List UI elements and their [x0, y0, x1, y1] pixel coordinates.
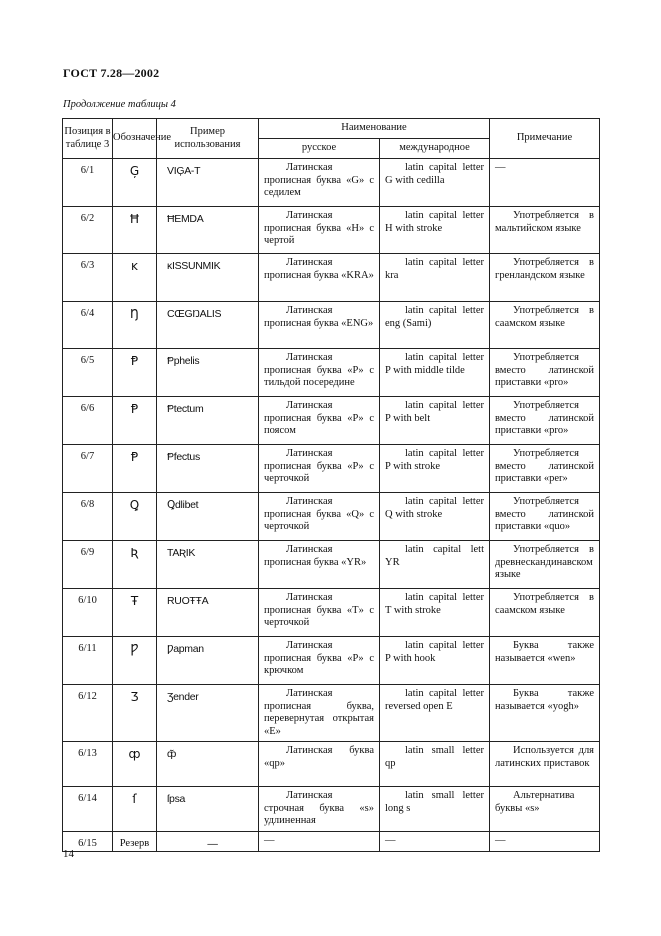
row-example: TAƦIK: [157, 541, 259, 589]
row-name-intl: latin capital letter kra: [380, 254, 490, 302]
table-row: [63, 302, 600, 349]
row-symbol: Ʒ: [113, 685, 157, 742]
row-position: 6/1: [63, 159, 113, 207]
row-position: 6/8: [63, 493, 113, 541]
row-note: Буква также называется «yogh»: [490, 685, 600, 742]
page-number: 14: [63, 848, 74, 860]
row-position: 6/14: [63, 787, 113, 832]
row-note: —: [490, 832, 600, 852]
row-symbol: Ŋ: [113, 302, 157, 349]
table-row: [63, 637, 600, 685]
table-row: [63, 349, 600, 397]
row-position: 6/12: [63, 685, 113, 742]
row-position: 6/4: [63, 302, 113, 349]
row-name-ru: Латинская прописная буква «P» с крючком: [259, 637, 380, 685]
table-row: [63, 493, 600, 541]
table-row: [63, 254, 600, 302]
row-name-ru: Латинская прописная буква «H» с чертой: [259, 207, 380, 254]
row-position: 6/13: [63, 742, 113, 787]
table-row: [63, 787, 600, 832]
table-row: [63, 445, 600, 493]
row-example: ſpsa: [157, 787, 259, 832]
table-row: [63, 589, 600, 637]
row-example: Ᵽfectus: [157, 445, 259, 493]
row-note: Альтернатива буквы «s»: [490, 787, 600, 832]
row-name-intl: latin capital letter P with belt: [380, 397, 490, 445]
header-symbol: Обозначение: [113, 119, 157, 159]
row-symbol: Ᵽ: [113, 349, 157, 397]
row-name-intl: latin small letter long s: [380, 787, 490, 832]
row-note: Употребляется в мальтийском языке: [490, 207, 600, 254]
row-name-ru: Латинская буква «qp»: [259, 742, 380, 787]
row-name-ru: Латинская строчная буква «s» удлиненная: [259, 787, 380, 832]
row-note: Употребляется вместо латинской приставки «quo»: [490, 493, 600, 541]
row-note: Употребляется вместо латинской приставки «pro»: [490, 349, 600, 397]
row-name-ru: Латинская прописная буква «G» с седилем: [259, 159, 380, 207]
table-row: [63, 397, 600, 445]
row-name-ru: Латинская прописная буква, перевернутая открытая «E»: [259, 685, 380, 742]
row-note: Употребляется в саамском языке: [490, 302, 600, 349]
row-symbol: Ŧ: [113, 589, 157, 637]
row-symbol: Резерв: [113, 832, 157, 852]
row-example: CŒGŊALIS: [157, 302, 259, 349]
document-header: ГОСТ 7.28—2002: [63, 66, 160, 80]
row-example: VIĢA-T: [157, 159, 259, 207]
row-position: 6/7: [63, 445, 113, 493]
row-position: 6/5: [63, 349, 113, 397]
row-name-intl: latin capital letter G with cedilla: [380, 159, 490, 207]
row-position: 6/9: [63, 541, 113, 589]
row-note: Используется для латинских приставок: [490, 742, 600, 787]
row-name-intl: latin capital letter H with stroke: [380, 207, 490, 254]
row-name-ru: Латинская прописная буква «P» с черточкой: [259, 445, 380, 493]
table-continuation-caption: Продолжение таблицы 4: [63, 99, 176, 110]
row-name-intl: latin small letter qp: [380, 742, 490, 787]
row-name-ru: Латинская прописная буква «P» с тильдой посередине: [259, 349, 380, 397]
row-symbol: Ʀ: [113, 541, 157, 589]
header-note: Примечание: [490, 119, 600, 159]
header-name-ru: русское: [259, 139, 380, 159]
row-name-intl: latin capital letter P with stroke: [380, 445, 490, 493]
row-example: RUOŦŦA: [157, 589, 259, 637]
row-symbol: Ꝗ: [113, 493, 157, 541]
row-symbol: Ᵽ: [113, 445, 157, 493]
row-example: ĦEMDA: [157, 207, 259, 254]
table-row: [63, 159, 600, 207]
table-body: [63, 159, 600, 852]
row-note: Употребляется в древнескандинавском языке: [490, 541, 600, 589]
row-position: 6/11: [63, 637, 113, 685]
row-name-intl: latin capital letter P with hook: [380, 637, 490, 685]
row-position: 6/6: [63, 397, 113, 445]
row-name-intl: —: [380, 832, 490, 852]
row-position: 6/10: [63, 589, 113, 637]
table-row: [63, 832, 600, 852]
header-position: Позиция в таблице 3: [63, 119, 113, 159]
row-example: Ᵽphelis: [157, 349, 259, 397]
row-example: Ƿapman: [157, 637, 259, 685]
row-symbol: ſ: [113, 787, 157, 832]
table-row: [63, 685, 600, 742]
row-note: Употребляется в гренландском языке: [490, 254, 600, 302]
row-example: ȹ̃: [157, 742, 259, 787]
row-note: Употребляется вместо латинской приставки «pro»: [490, 397, 600, 445]
table-row: [63, 207, 600, 254]
row-name-intl: latin capital lett YR: [380, 541, 490, 589]
row-symbol: Ᵽ: [113, 397, 157, 445]
row-name-intl: latin capital letter Q with stroke: [380, 493, 490, 541]
row-symbol: ĸ: [113, 254, 157, 302]
row-note: —: [490, 159, 600, 207]
table-row: [63, 541, 600, 589]
row-example: Ꝗdlibet: [157, 493, 259, 541]
row-name-ru: Латинская прописная буква «YR»: [259, 541, 380, 589]
row-example: Ᵽtectum: [157, 397, 259, 445]
row-name-ru: Латинская прописная буква «Q» с черточкой: [259, 493, 380, 541]
header-name-group: Наименование: [259, 119, 490, 139]
row-position: 6/3: [63, 254, 113, 302]
row-name-intl: latin capital letter P with middle tilde: [380, 349, 490, 397]
row-name-ru: Латинская прописная буква «P» с поясом: [259, 397, 380, 445]
characters-table: [62, 118, 600, 852]
row-symbol: Ħ: [113, 207, 157, 254]
row-note: Употребляется в саамском языке: [490, 589, 600, 637]
row-symbol: ȹ: [113, 742, 157, 787]
table-row: [63, 742, 600, 787]
row-example: ĸISSUNMIK: [157, 254, 259, 302]
row-note: Употребляется вместо латинской приставки «per»: [490, 445, 600, 493]
header-example: Пример использования: [157, 119, 259, 159]
row-symbol: Ģ: [113, 159, 157, 207]
row-symbol: Ƿ: [113, 637, 157, 685]
row-name-ru: Латинская прописная буква «ENG»: [259, 302, 380, 349]
row-name-intl: latin capital letter reversed open E: [380, 685, 490, 742]
row-example: Ʒender: [157, 685, 259, 742]
row-name-ru: —: [259, 832, 380, 852]
row-name-ru: Латинская прописная буква «KRA»: [259, 254, 380, 302]
row-name-intl: latin capital letter eng (Sami): [380, 302, 490, 349]
header-name-intl: международное: [380, 139, 490, 159]
row-position: 6/2: [63, 207, 113, 254]
row-name-intl: latin capital letter T with stroke: [380, 589, 490, 637]
row-position: 6/15: [63, 832, 113, 852]
row-note: Буква также называется «wen»: [490, 637, 600, 685]
row-name-ru: Латинская прописная буква «T» с черточкой: [259, 589, 380, 637]
row-example: —: [157, 832, 259, 852]
